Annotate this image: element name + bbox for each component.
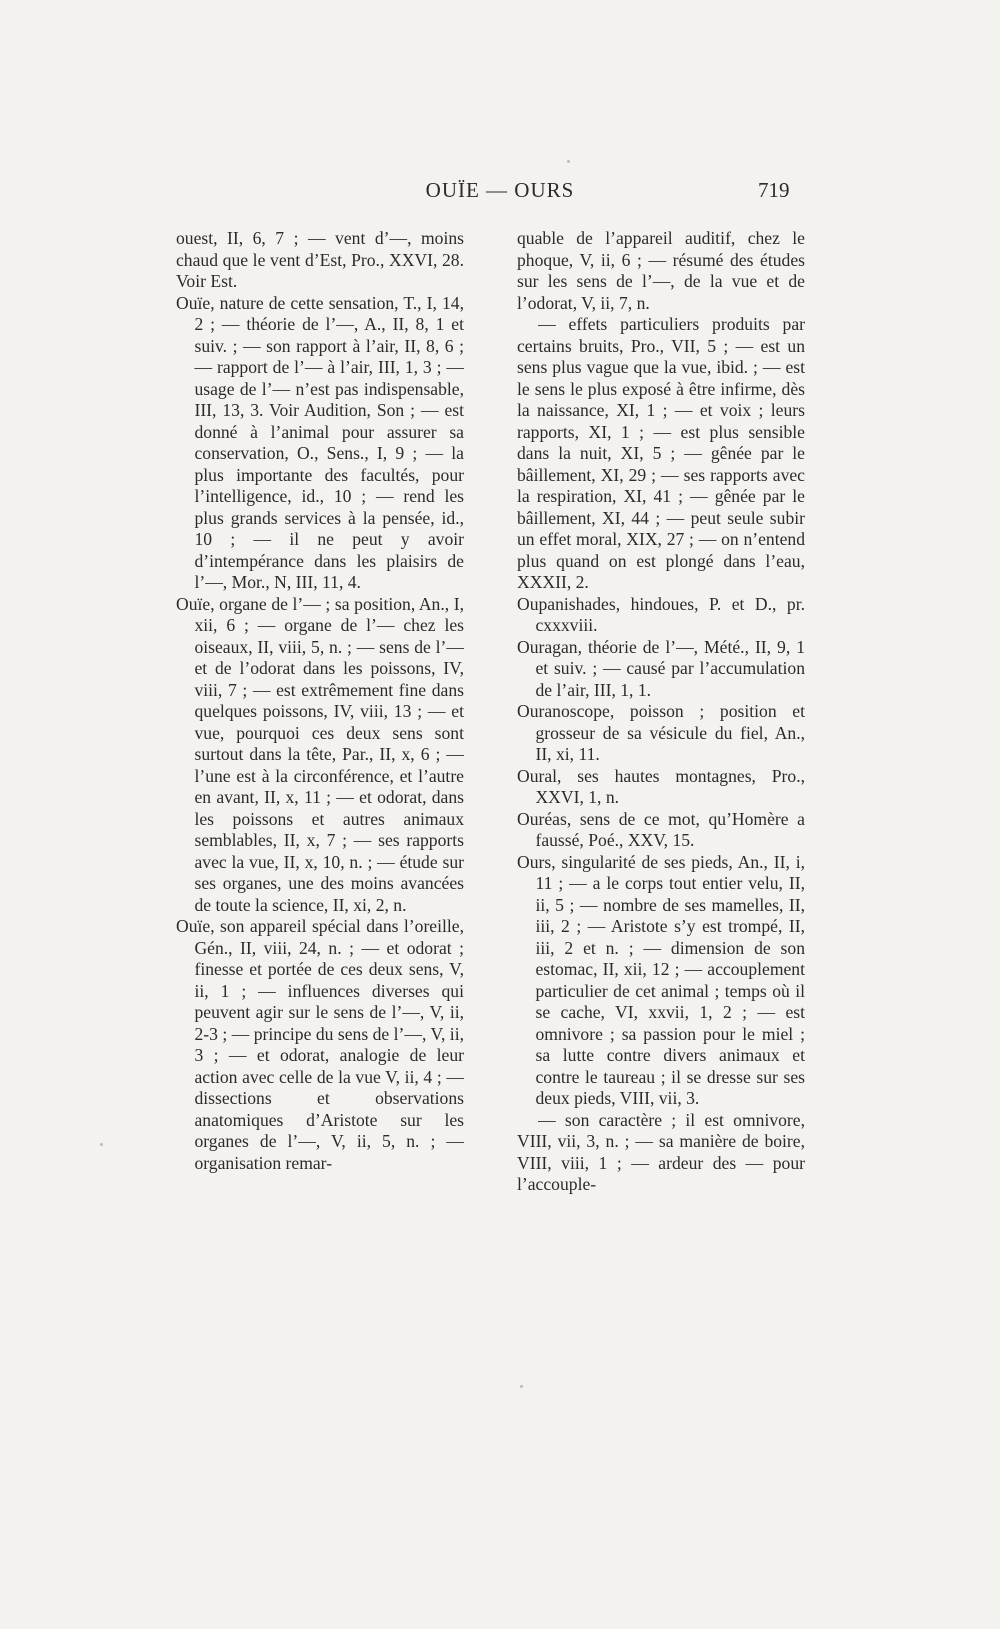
- index-entry: quable de l’appareil auditif, chez le phoque, V, ii, 6 ; — résumé des études sur les sens de l’—, de la vue et de l’odorat, V, ii, 7, n.: [517, 228, 805, 313]
- running-title: OUÏE — OURS: [425, 178, 575, 202]
- index-entry: Ouïe, organe de l’— ; sa position, An., I, xii, 6 ; — organe de l’— chez les oiseaux, II, viii, 5, n. ; — sens de l’— et de l’odorat dans les poissons, IV, viii, 7 ; — est extrêmement fine dans quelques poissons, IV, viii, 13 ; — et vue, pourquoi ces deux sens sont surtout dans la tête, Par., II, x, 6 ; — l’une est à la circonférence, et l’autre en avant, II, x, 11 ; — et odorat, dans les poissons et autres animaux semblables, II, x, 7 ; — ses rapports avec la vue, II, x, 10, n. ; — étude sur ses organes, une des moins avancées de toute la science, II, xi, 2, n.: [176, 593, 464, 915]
- index-entry: Ouïe, nature de cette sensation, T., I, 14, 2 ; — théorie de l’—, A., II, 8, 1 et suiv. ; — son rapport à l’air, II, 8, 6 ; — rapport de l’— à l’air, III, 1, 3 ; — usage de l’— n’est pas indispensable, III, 13, 3. Voir Audition, Son ; — est donné à l’animal pour assurer sa conservation, O., Sens., I, 9 ; — la plus importante des facultés, pour l’intelligence, id., 10 ; — rend les plus grands services à la pensée, id., 10 ; — il ne peut y avoir d’intempérance dans les plaisirs de l’—, Mor., N, III, 11, 4.: [176, 292, 464, 592]
- index-entry: Ouïe, son appareil spécial dans l’oreille, Gén., II, viii, 24, n. ; — et odorat ; finesse et portée de ces deux sens, V, ii, 1 ; — influences diverses qui peuvent agir sur le sens de l’—, V, ii, 2-3 ; — principe du sens de l’—, V, ii, 3 ; — et odorat, analogie de leur action avec celle de la vue V, ii, 4 ; — dissections et observations anatomiques d’Aristote sur les organes de l’—, V, ii, 5, n. ; — organisation remar-: [176, 916, 464, 1173]
- left-column: [176, 228, 464, 1174]
- index-entry: ouest, II, 6, 7 ; — vent d’—, moins chaud que le vent d’Est, Pro., XXVI, 28. Voir Est.: [176, 228, 464, 291]
- running-header: [0, 178, 1000, 208]
- index-entry: Ouréas, sens de ce mot, qu’Homère a faussé, Poé., XXV, 15.: [517, 808, 805, 850]
- index-subentry: — son caractère ; il est omnivore, VIII, vii, 3, n. ; — sa manière de boire, VIII, viii, 1 ; — ardeur des — pour l’accouple-: [517, 1109, 805, 1194]
- page-number: 719: [758, 178, 790, 202]
- index-entry: Ouranoscope, poisson ; position et grosseur de sa vésicule du fiel, An., II, xi, 11.: [517, 701, 805, 764]
- index-entry: Oupanishades, hindoues, P. et D., pr. cxxxviii.: [517, 593, 805, 635]
- right-column: [517, 228, 805, 1196]
- index-subentry: — effets particuliers produits par certains bruits, Pro., VII, 5 ; — est un sens plus vague que la vue, ibid. ; — est le sens le plus exposé à être infirme, dès la naissance, XI, 1 ; — et voix ; leurs rapports, XI, 1 ; — est plus sensible dans la nuit, XI, 5 ; — gênée par le bâillement, XI, 29 ; — ses rapports avec la respiration, XI, 41 ; — gênée par le bâillement, XI, 44 ; — peut seule subir un effet moral, XIX, 27 ; — on n’entend plus quand on est plongé dans l’eau, XXXII, 2.: [517, 314, 805, 592]
- index-entry: Oural, ses hautes montagnes, Pro., XXVI, 1, n.: [517, 765, 805, 807]
- paper-speck: [520, 1385, 523, 1388]
- paper-speck: [567, 160, 570, 163]
- index-entry: Ours, singularité de ses pieds, An., II, i, 11 ; — a le corps tout entier velu, II, ii, 5 ; — nombre de ses mamelles, II, iii, 2 ; — Aristote s’y est trompé, II, iii, 2 et n. ; — dimension de son estomac, II, xii, 12 ; — accouplement particulier de cet animal ; temps où il se cache, VI, xxvii, 1, 2 ; — est omnivore ; sa passion pour le miel ; sa lutte contre divers animaux et contre le taureau ; il se dresse sur ses deux pieds, VIII, vii, 3.: [517, 851, 805, 1108]
- paper-speck: [100, 1143, 103, 1146]
- index-entry: Ouragan, théorie de l’—, Mété., II, 9, 1 et suiv. ; — causé par l’accumulation de l’air, III, 1, 1.: [517, 636, 805, 700]
